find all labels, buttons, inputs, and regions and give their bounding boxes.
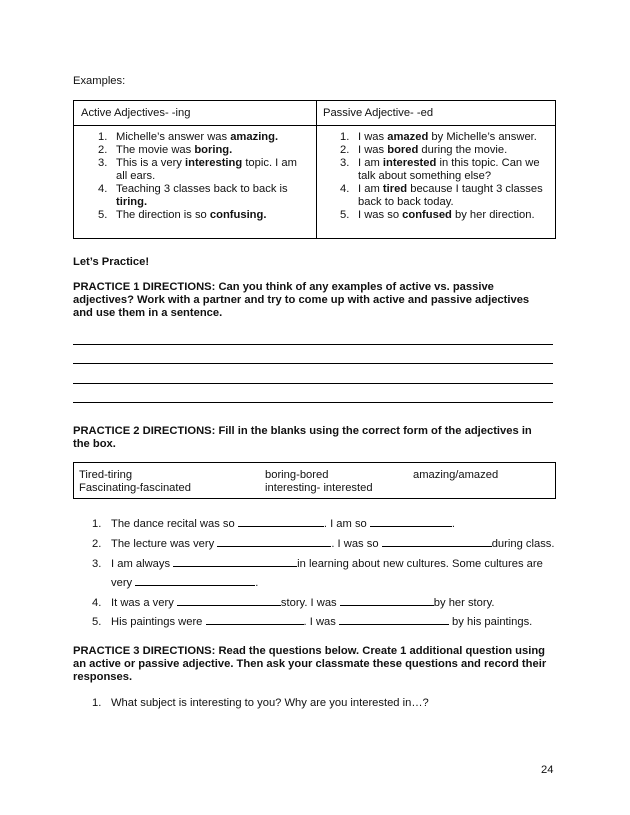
- fill-blank[interactable]: [340, 594, 434, 606]
- practice2-directions: PRACTICE 2 DIRECTIONS: Fill in the blanks using the correct form of the adjectives in the box.: [73, 425, 532, 450]
- practice2-item-1: 1. The dance recital was so . I am so .: [92, 515, 455, 530]
- active-examples-list: [98, 131, 306, 222]
- list-item: 1. Michelle’s answer was amazing.: [98, 131, 279, 143]
- fill-blank[interactable]: [339, 613, 449, 625]
- practice2-item-5: 5. His paintings were . I was by his paintings.: [92, 613, 532, 628]
- fill-blank[interactable]: [135, 574, 255, 586]
- practice2-item-4: 4. It was a very story. I was by her story.: [92, 594, 495, 609]
- active-header: Active Adjectives- -ing: [81, 107, 191, 119]
- list-item: 5. I was so confused by her direction.: [340, 209, 535, 221]
- practice2-item-3: 3. I am always in learning about new cultures. Some cultures are: [92, 555, 543, 570]
- adjective-pair: interesting- interested: [265, 482, 373, 494]
- table-divider: [316, 101, 317, 238]
- list-item: 2. The movie was boring.: [98, 144, 233, 156]
- examples-label: Examples:: [73, 75, 126, 87]
- list-item: 4. Teaching 3 classes back to back is tiring.: [98, 183, 288, 208]
- fill-blank[interactable]: [382, 535, 492, 547]
- fill-blank[interactable]: [370, 515, 452, 527]
- answer-line[interactable]: [73, 383, 553, 384]
- passive-header: Passive Adjective- -ed: [323, 107, 434, 119]
- fill-blank[interactable]: [217, 535, 331, 547]
- lets-practice-heading: Let’s Practice!: [73, 256, 150, 268]
- adjective-pair: amazing/amazed: [413, 469, 499, 481]
- fill-blank[interactable]: [173, 555, 297, 567]
- list-item: 2. I was bored during the movie.: [340, 144, 508, 156]
- adjective-pair: Fascinating-fascinated: [79, 482, 191, 494]
- adjective-pair: boring-bored: [265, 469, 329, 481]
- practice3-item-1: 1. What subject is interesting to you? Why are you interested in…?: [92, 697, 429, 709]
- practice3-directions: PRACTICE 3 DIRECTIONS: Read the questions below. Create 1 additional question using an active or passive adjective. Then ask your classmate these questions and record their responses.: [73, 645, 547, 683]
- practice2-item-2: 2. The lecture was very . I was so during class.: [92, 535, 555, 550]
- answer-line[interactable]: [73, 402, 553, 403]
- list-item: 4. I am tired because I taught 3 classes back to back today.: [340, 183, 543, 208]
- practice1-directions: PRACTICE 1 DIRECTIONS: Can you think of any examples of active vs. passive adjectives? Work with a partner and try to come up with active and passive adjectives and use them in a sentence.: [73, 281, 530, 319]
- practice2-item-3-continued: very .: [111, 574, 258, 589]
- examples-table: [73, 100, 556, 239]
- passive-examples-list: [340, 131, 548, 222]
- fill-blank[interactable]: [177, 594, 281, 606]
- fill-blank[interactable]: [206, 613, 304, 625]
- list-item: 5. The direction is so confusing.: [98, 209, 267, 221]
- page-number: 24: [541, 764, 554, 776]
- adjective-pair: Tired-tiring: [79, 469, 133, 481]
- list-item: 3. This is a very interesting topic. I am all ears.: [98, 157, 297, 182]
- fill-blank[interactable]: [238, 515, 324, 527]
- list-item: 3. I am interested in this topic. Can we talk about something else?: [340, 157, 540, 182]
- list-item: 1. I was amazed by Michelle’s answer.: [340, 131, 537, 143]
- adjective-box: [73, 462, 556, 499]
- answer-line[interactable]: [73, 344, 553, 345]
- answer-line[interactable]: [73, 363, 553, 364]
